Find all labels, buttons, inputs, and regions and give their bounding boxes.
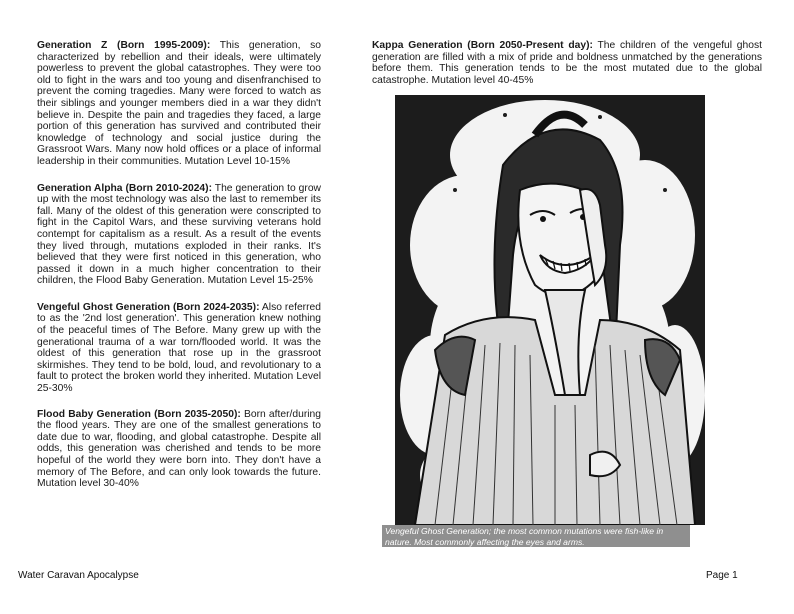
vengeful-ghost-entry [37, 302, 321, 395]
character-illustration [395, 95, 705, 525]
generation-alpha-entry [37, 183, 321, 287]
left-column [37, 40, 321, 504]
generation-alpha-body: The generation to grow up with the most technology was also the last to remember its fall. Many of the oldest of this generation were conscripted to fight in the Capitol Wars, and these surviving veterans hold contempt for capitalism as a result. As a result of the events they lived through, mutations exploded in their ranks. It's believed that they were first noticed in this generation, who passed it down in a much higher concentration to their children, the Flood Baby Generation. Mutation Level 15-25% [37, 182, 321, 287]
figure-caption: Vengeful Ghost Generation; the most common mutations were fish-like in nature. Most commonly affecting the eyes and arms. [382, 525, 690, 547]
kappa-entry [372, 40, 762, 86]
flood-baby-entry [37, 409, 321, 490]
footer-title: Water Caravan Apocalypse [18, 570, 139, 581]
generation-z-entry [37, 40, 321, 168]
generation-z-heading: Generation Z (Born 1995-2009): [37, 40, 211, 51]
flood-baby-heading: Flood Baby Generation (Born 2035-2050): [37, 408, 241, 420]
generation-z-body: This generation, so characterized by rebellion and their ideals, were ultimately powerless to prevent the global catastrophes. They were too old to fight in the wars and too young and disenfranchised to prevent the coming tragedies. Many were forced to watch as their siblings and younger members died in a war they didn't believe in. Despite the pain and tragedies they faced, a large portion of this generation has survived and contributed their knowledge of technology and social justice during the Grassroot Wars. Many now hold offices or a place of informal leadership in their communities. Mutation Level 10-15% [37, 40, 321, 167]
vengeful-ghost-heading: Vengeful Ghost Generation (Born 2024-2035): [37, 301, 260, 313]
illustration-figure [395, 95, 705, 525]
right-column [372, 40, 762, 100]
kappa-heading: Kappa Generation (Born 2050-Present day): [372, 40, 593, 51]
vengeful-ghost-body: Also referred to as the '2nd lost generation'. This generation knew nothing of the peaceful times of The Before. Many grew up with the generational trauma of a war torn/flooded world. It was the oldest of this generation that rose up in the grassroot skirmishes. They tend to be bold, loud, and revolutionary to a fault to protect the broken world they inherited. Mutation Level 25-30% [37, 301, 321, 395]
kappa-body: The children of the vengeful ghost generation are filled with a mix of pride and boldness unmatched by the generations before them. This generation tends to be the most mutated due to the global catastrophe. Mutation level 40-45% [372, 40, 762, 86]
flood-baby-body: Born after/during the flood years. They are one of the smallest generations to date due to war, flooding, and global catastrophe. Despite all odds, this generation was cherished and tends to be more hopeful of the world they were born into. They don't have a memory of The Before, and can only look towards the future. Mutation level 30-40% [37, 408, 321, 490]
page-number: Page 1 [706, 570, 738, 581]
generation-alpha-heading: Generation Alpha (Born 2010-2024): [37, 182, 213, 194]
